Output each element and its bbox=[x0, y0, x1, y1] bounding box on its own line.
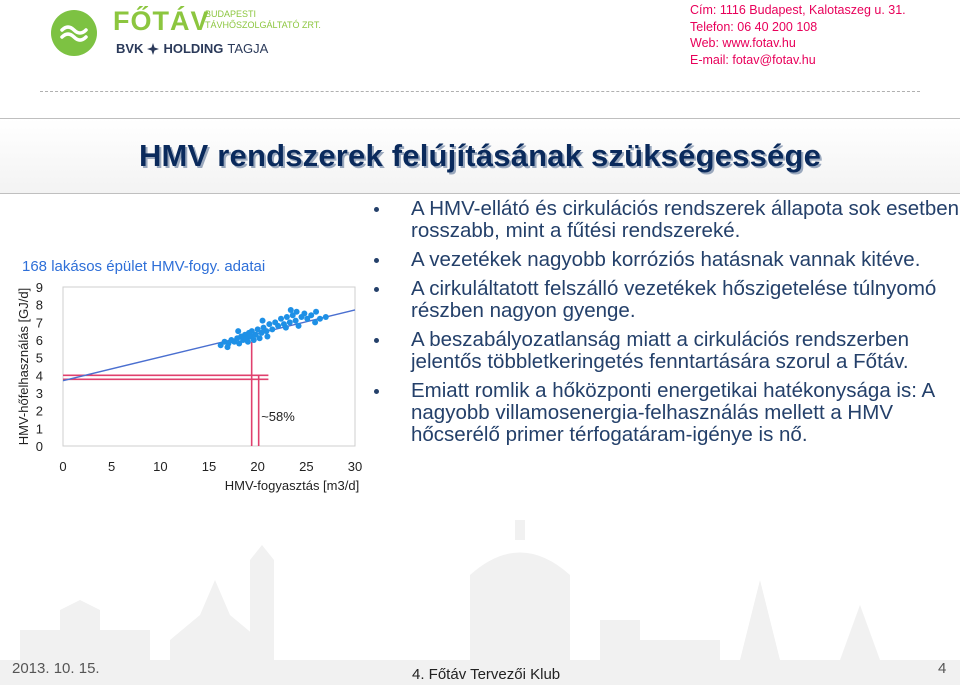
data-point bbox=[288, 307, 294, 313]
plot-frame bbox=[63, 287, 355, 446]
data-point bbox=[301, 311, 307, 317]
contact-phone: Telefon: 06 40 200 108 bbox=[690, 19, 818, 34]
contact-block bbox=[690, 2, 906, 68]
y-tick-label: 8 bbox=[35, 297, 43, 313]
y-tick-label: 5 bbox=[35, 350, 43, 366]
data-point bbox=[296, 323, 302, 329]
x-axis-label: HMV-fogyasztás [m3/d] bbox=[224, 478, 360, 493]
holding-name: HOLDING bbox=[163, 41, 224, 56]
slide-title: HMV rendszerek felújításának szükségessége bbox=[138, 138, 822, 173]
data-point bbox=[275, 323, 281, 329]
bullet-dot-icon bbox=[374, 207, 379, 212]
bullet-dot-icon bbox=[374, 287, 379, 292]
bullet-text: Emiatt romlik a hőközponti energetikai hatékonysága is: A nagyobb villamosenergia-felhasználás mellett a HMV hőcserélő primer térfogatáram-igénye is nő. bbox=[411, 379, 935, 446]
data-point bbox=[269, 326, 275, 332]
y-tick-label: 3 bbox=[35, 386, 43, 401]
footer-date: 2013. 10. 15. bbox=[12, 660, 100, 677]
bullet-dot-icon bbox=[374, 389, 379, 394]
data-point bbox=[245, 339, 251, 345]
y-tick-label: 2 bbox=[35, 403, 43, 419]
y-tick-label: 0 bbox=[35, 439, 43, 454]
y-tick-label: 7 bbox=[35, 315, 43, 331]
bullet-dot-icon bbox=[374, 338, 379, 343]
data-point bbox=[263, 328, 269, 334]
data-point bbox=[257, 335, 263, 341]
holding-badge bbox=[116, 41, 268, 56]
holding-bvk: BVK bbox=[116, 41, 144, 56]
flame-wave-icon bbox=[59, 22, 89, 44]
footer-event: 4. Főtáv Tervezői Klub bbox=[412, 666, 561, 683]
data-point bbox=[224, 344, 230, 350]
data-point bbox=[283, 325, 289, 331]
contact-email[interactable]: E-mail: fotav@fotav.hu bbox=[690, 52, 816, 67]
x-tick-label: 0 bbox=[59, 459, 67, 474]
holding-star-icon bbox=[147, 43, 159, 55]
bullet-text: A beszabályozatlanság miatt a cirkulációs rendszerben jelentős többletkeringetés fenntartására szorul a Főtáv. bbox=[411, 328, 909, 373]
x-tick-label: 5 bbox=[108, 459, 116, 474]
brand-name: FŐTÁV bbox=[113, 6, 210, 36]
contact-address: Cím: 1116 Budapest, Kalotaszeg u. 31. bbox=[690, 3, 906, 17]
brand-subtitle bbox=[205, 9, 321, 31]
scatter-chart bbox=[0, 270, 372, 500]
data-point bbox=[293, 318, 299, 324]
data-point bbox=[264, 333, 270, 339]
bullet-item bbox=[374, 198, 960, 242]
brand-subtitle-line2: TÁVHŐSZOLGÁLTATÓ ZRT. bbox=[205, 20, 321, 30]
y-tick-label: 4 bbox=[35, 368, 43, 384]
y-axis-label: HMV-hőfelhasználás [GJ/d] bbox=[16, 287, 31, 446]
data-point bbox=[323, 314, 329, 320]
x-tick-label: 10 bbox=[153, 459, 168, 474]
bullet-item bbox=[374, 380, 960, 446]
data-point bbox=[278, 316, 284, 322]
bullet-text: A vezetékek nagyobb korróziós hatásnak vannak kitéve. bbox=[411, 248, 921, 271]
data-point bbox=[284, 314, 290, 320]
header-divider bbox=[40, 91, 920, 92]
data-point bbox=[235, 328, 241, 334]
data-point bbox=[317, 316, 323, 322]
data-point bbox=[266, 321, 272, 327]
data-point bbox=[287, 319, 293, 325]
y-tick-label: 9 bbox=[35, 280, 43, 295]
bullet-dot-icon bbox=[374, 258, 379, 263]
bullet-text: A cirkuláltatott felszálló vezetékek hőszigetelése túlnyomó részben nagyon gyenge. bbox=[411, 277, 937, 322]
y-tick-label: 6 bbox=[35, 333, 43, 348]
holding-tag: TAGJA bbox=[227, 41, 269, 56]
page-number: 4 bbox=[938, 660, 947, 677]
contact-web[interactable]: Web: www.fotav.hu bbox=[690, 36, 796, 50]
bullet-text: A HMV-ellátó és cirkulációs rendszerek állapota sok esetben rosszabb, mint a fűtési rendszereké. bbox=[411, 197, 960, 242]
y-tick-label: 1 bbox=[35, 421, 43, 437]
company-logo bbox=[51, 10, 97, 56]
trend-line bbox=[63, 310, 355, 381]
x-tick-label: 25 bbox=[299, 459, 314, 474]
bullet-list bbox=[374, 198, 960, 453]
brand-subtitle-line1: BUDAPESTI bbox=[205, 9, 257, 19]
bullet-item bbox=[374, 249, 960, 271]
data-point bbox=[308, 312, 314, 318]
budapest-skyline-watermark bbox=[0, 520, 960, 685]
data-point bbox=[251, 337, 257, 343]
chart-caption: 168 lakásos épület HMV-fogy. adatai bbox=[22, 258, 266, 275]
x-tick-label: 30 bbox=[347, 459, 363, 474]
x-tick-label: 20 bbox=[250, 459, 265, 474]
x-tick-label: 15 bbox=[201, 459, 217, 474]
bullet-item bbox=[374, 329, 960, 373]
data-point bbox=[260, 318, 266, 324]
bullet-item bbox=[374, 278, 960, 322]
data-point bbox=[294, 309, 300, 315]
data-point bbox=[313, 309, 319, 315]
data-point bbox=[312, 319, 318, 325]
chart-annotation: ~58% bbox=[261, 408, 295, 424]
